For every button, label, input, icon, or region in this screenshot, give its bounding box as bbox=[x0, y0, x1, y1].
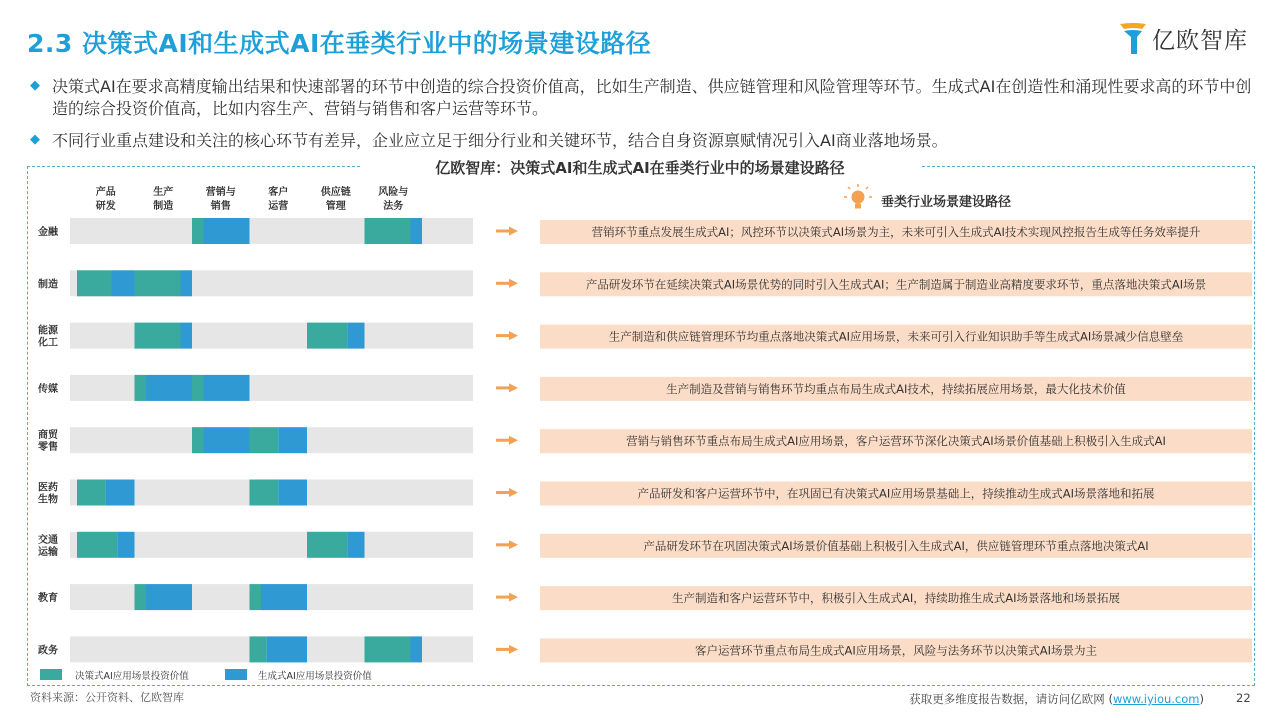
decision-bar bbox=[77, 480, 106, 506]
path-text: 产品研发和客户运营环节中，在巩固已有决策式AI应用场景基础上，持续推动生成式AI场景落地和拓展 bbox=[637, 486, 1155, 501]
arrow-right-icon bbox=[509, 488, 518, 497]
stage-label: 生产制造 bbox=[153, 187, 174, 212]
generative-bar bbox=[112, 270, 135, 296]
legend-label-generative: 生成式AI应用场景投资价值 bbox=[258, 671, 372, 682]
arrow-right-icon bbox=[496, 543, 509, 546]
arrow-right-icon bbox=[496, 386, 509, 389]
decision-bar bbox=[307, 532, 347, 558]
decision-bar bbox=[192, 218, 204, 244]
lightbulb-icon-glass bbox=[852, 191, 865, 204]
decision-bar bbox=[250, 584, 262, 610]
arrow-right-icon bbox=[496, 491, 509, 494]
arrow-right-icon bbox=[509, 383, 518, 392]
path-text: 产品研发环节在巩固决策式AI场景价值基础上积极引入生成式AI，供应链管理环节重点落地决策式AI bbox=[643, 538, 1149, 553]
stage-label: 供应链管理 bbox=[320, 187, 351, 212]
decision-bar bbox=[250, 427, 279, 453]
generative-bar bbox=[267, 636, 307, 662]
path-text: 生产制造和供应链管理环节均重点落地决策式AI应用场景，未来可引入行业知识助手等生成式AI场景减少信息壁垒 bbox=[608, 329, 1184, 344]
page-title: 2.3 决策式AI和生成式AI在垂类行业中的场景建设路径 bbox=[27, 29, 652, 58]
stage-label: 产品研发 bbox=[95, 187, 116, 212]
generative-bar bbox=[146, 375, 192, 401]
path-text: 产品研发环节在延续决策式AI场景优势的同时引入生成式AI；生产制造属于制造业高精度要求环节，重点落地决策式AI场景 bbox=[585, 277, 1207, 292]
decision-bar bbox=[307, 323, 347, 349]
decision-bar bbox=[365, 636, 411, 662]
page-number: 22 bbox=[1236, 691, 1251, 705]
generative-bar bbox=[146, 584, 192, 610]
generative-bar bbox=[278, 427, 307, 453]
industry-label: 交通运输 bbox=[38, 534, 58, 558]
industry-label: 制造 bbox=[38, 279, 58, 291]
generative-bar bbox=[347, 323, 364, 349]
arrow-right-icon bbox=[496, 230, 509, 233]
footer-link[interactable]: www.iyiou.com bbox=[1112, 692, 1200, 706]
decision-bar bbox=[365, 218, 411, 244]
footer-note bbox=[868, 691, 1204, 707]
decision-bar bbox=[135, 375, 147, 401]
generative-bar bbox=[411, 218, 423, 244]
decision-bar bbox=[192, 375, 204, 401]
chart-title: 亿欧智库：决策式AI和生成式AI在垂类行业中的场景建设路径 bbox=[360, 156, 920, 180]
diamond-icon: ◆ bbox=[30, 132, 40, 147]
legend-label-decision: 决策式AI应用场景投资价值 bbox=[75, 671, 189, 682]
path-text: 营销环节重点发展生成式AI；风控环节以决策式AI场景为主，未来可引入生成式AI技术实现风控报告生成等任务效率提升 bbox=[591, 225, 1201, 239]
arrow-right-icon bbox=[509, 645, 518, 654]
generative-bar bbox=[261, 584, 307, 610]
arrow-right-icon bbox=[509, 593, 518, 602]
generative-bar bbox=[204, 427, 250, 453]
path-text: 营销与销售环节重点布局生成式AI应用场景，客户运营环节深化决策式AI场景价值基础上积极引入生成式AI bbox=[626, 434, 1166, 449]
path-header: 垂类行业场景建设路径 bbox=[881, 195, 1012, 210]
footer-note-suffix: ) bbox=[1199, 692, 1204, 706]
generative-bar bbox=[347, 532, 364, 558]
diamond-icon: ◆ bbox=[30, 78, 40, 93]
logo-text: 亿欧智库 bbox=[1152, 27, 1248, 54]
arrow-right-icon bbox=[509, 227, 518, 236]
legend-swatch-generative bbox=[225, 669, 247, 680]
lightbulb-icon-ray bbox=[848, 187, 850, 189]
path-text: 生产制造和客户运营环节中，积极引入生成式AI，持续助推生成式AI场景落地和场景拓展 bbox=[671, 591, 1121, 606]
generative-bar bbox=[117, 532, 134, 558]
stage-label: 风险与法务 bbox=[378, 187, 409, 212]
arrow-right-icon bbox=[496, 334, 509, 337]
arrow-right-icon bbox=[496, 282, 509, 285]
decision-bar bbox=[77, 270, 112, 296]
decision-bar bbox=[250, 636, 267, 662]
industry-label: 政务 bbox=[38, 645, 58, 657]
lightbulb-icon bbox=[844, 184, 872, 209]
bar-track bbox=[70, 323, 473, 349]
generative-bar bbox=[106, 480, 135, 506]
bullet-text-1: 决策式AI在要求高精度输出结果和快速部署的环节中创造的综合投资价值高，比如生产制造、供应链管理和风险管理等环节。生成式AI在创造性和涌现性要求高的环节中创造的综合投资价值高，比如内容生产、营销与销售和客户运营等环节。 bbox=[52, 77, 1252, 118]
arrow-right-icon bbox=[496, 596, 509, 599]
bullet-text-2: 不同行业重点建设和关注的核心环节有差异，企业应立足于细分行业和关键环节，结合自身资源禀赋情况引入AI商业落地场景。 bbox=[52, 131, 948, 150]
generative-bar bbox=[181, 323, 193, 349]
lightbulb-icon-base bbox=[855, 204, 861, 209]
generative-bar bbox=[181, 270, 193, 296]
decision-bar bbox=[135, 270, 181, 296]
arrow-right-icon bbox=[509, 279, 518, 288]
footer-note-prefix: 获取更多维度报告数据，请访问亿欧网 ( bbox=[909, 692, 1113, 706]
decision-bar bbox=[192, 427, 204, 453]
path-text: 客户运营环节重点布局生成式AI应用场景，风险与法务环节以决策式AI场景为主 bbox=[694, 643, 1098, 658]
generative-bar bbox=[278, 480, 307, 506]
arrow-right-icon bbox=[496, 439, 509, 442]
industry-label: 传媒 bbox=[38, 383, 58, 395]
generative-bar bbox=[204, 375, 250, 401]
lightbulb-icon-ray bbox=[866, 187, 868, 189]
industry-label: 能源化工 bbox=[38, 325, 58, 349]
industry-label: 金融 bbox=[38, 227, 58, 238]
decision-bar bbox=[250, 480, 279, 506]
path-text: 生产制造及营销与销售环节均重点布局生成式AI技术，持续拓展应用场景，最大化技术价值 bbox=[666, 381, 1126, 396]
industry-label: 商贸零售 bbox=[38, 430, 58, 454]
industry-label: 医药生物 bbox=[38, 482, 58, 506]
arrow-right-icon bbox=[509, 331, 518, 340]
decision-bar bbox=[135, 323, 181, 349]
bar-track bbox=[70, 375, 473, 401]
legend-swatch-decision bbox=[40, 669, 62, 680]
stage-label: 客户运营 bbox=[268, 187, 289, 212]
decision-bar bbox=[77, 532, 117, 558]
source-note: 资料来源：公开资料、亿欧智库 bbox=[30, 691, 184, 704]
arrow-right-icon bbox=[509, 436, 518, 445]
generative-bar bbox=[411, 636, 423, 662]
decision-bar bbox=[135, 584, 147, 610]
arrow-right-icon bbox=[496, 648, 509, 651]
generative-bar bbox=[204, 218, 250, 244]
arrow-right-icon bbox=[509, 540, 518, 549]
industry-label: 教育 bbox=[38, 593, 58, 605]
stage-label: 营销与销售 bbox=[205, 187, 236, 212]
